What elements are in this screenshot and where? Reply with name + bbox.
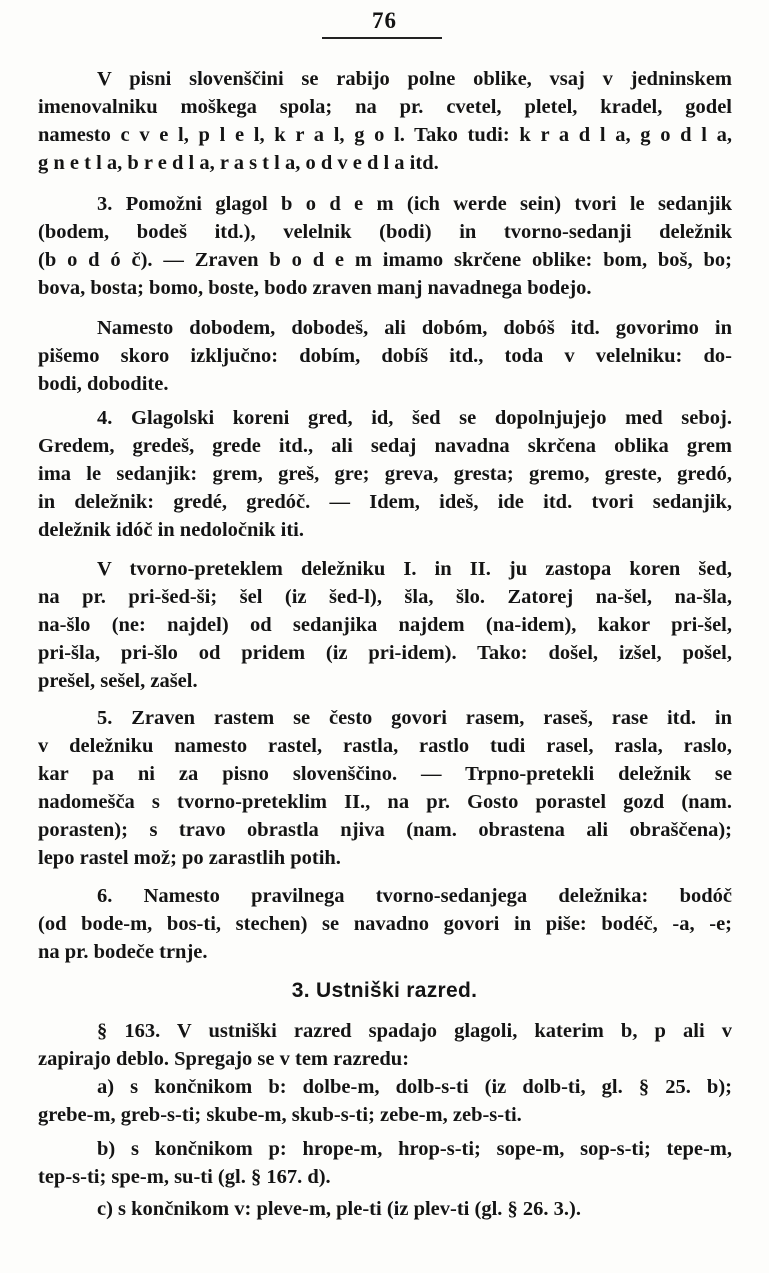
text-line: namesto c v e l, p l e l, k r a l, g o l. Tako tudi: k r a d l a, g o d l a, <box>38 124 732 146</box>
text-line: prešel, sešel, zašel. <box>38 670 198 692</box>
text-line: b) s končnikom p: hrope-m, hrop-s-ti; sope-m, sop-s-ti; tepe-m, <box>97 1138 732 1160</box>
section-heading: 3. Ustniški razred. <box>291 979 478 1002</box>
text-line: 3. Pomožni glagol b o d e m (ich werde sein) tvori le sedanjik <box>97 193 732 215</box>
text-line: g n e t l a, b r e d l a, r a s t l a, o d v e d l a itd. <box>38 152 439 174</box>
text-line: v deležniku namesto rastel, rastla, rastlo tudi rasel, rasla, raslo, <box>38 735 732 757</box>
text-line: lepo rastel mož; po zarastlih potih. <box>38 847 341 869</box>
text-line: grebe-m, greb-s-ti; skube-m, skub-s-ti; zebe-m, zeb-s-ti. <box>38 1104 522 1126</box>
text-line: 6. Namesto pravilnega tvorno-sedanjega deležnika: bodóč <box>97 885 732 907</box>
text-line: Gredem, gredeš, grede itd., ali sedaj navadna skrčena oblika grem <box>38 435 732 457</box>
text-line: na pr. pri-šed-ši; šel (iz šed-l), šla, šlo. Zatorej na-šel, na-šla, <box>38 586 732 608</box>
text-line: (bodem, bodeš itd.), velelnik (bodi) in tvorno-sedanji deležnik <box>38 221 732 243</box>
text-line: na pr. bodeče trnje. <box>38 941 208 963</box>
page-number: 76 <box>372 8 397 33</box>
text-line: in deležnik: gredé, gredóč. — Idem, ideš, ide itd. tvori sedanjik, <box>38 491 732 513</box>
text-line: imenovalniku moškega spola; na pr. cvetel, pletel, kradel, godel <box>38 96 732 118</box>
text-line: bodi, dobodite. <box>38 373 169 395</box>
text-line: pri-šla, pri-šlo od pridem (iz pri-idem). Tako: došel, izšel, pošel, <box>38 642 732 664</box>
text-line: 4. Glagolski koreni gred, id, šed se dopolnjujejo med seboj. <box>97 407 732 429</box>
text-line: ima le sedanjik: grem, greš, gre; greva, gresta; gremo, greste, gredó, <box>38 463 732 485</box>
text-line: 5. Zraven rastem se često govori rasem, raseš, rase itd. in <box>97 707 732 729</box>
text-line: kar pa ni za pisno slovenščino. — Trpno-pretekli deležnik se <box>38 763 732 785</box>
text-line: (od bode-m, bos-ti, stechen) se navadno govori in piše: bodéč, -a, -e; <box>38 913 732 935</box>
text-line: § 163. V ustniški razred spadajo glagoli, katerim b, p ali v <box>97 1020 732 1042</box>
text-line: c) s končnikom v: pleve-m, ple-ti (iz plev-ti (gl. § 26. 3.). <box>97 1198 581 1220</box>
text-line: deležnik idóč in nedoločnik iti. <box>38 519 304 541</box>
text-line: V pisni slovenščini se rabijo polne oblike, vsaj v jedninskem <box>97 68 732 90</box>
text-line: porasten); s travo obrastla njiva (nam. obrastena ali obraščena); <box>38 819 732 841</box>
text-line: nadomešča s tvorno-preteklim II., na pr. Gosto porastel gozd (nam. <box>38 791 732 813</box>
text-line: (b o d ó č). — Zraven b o d e m imamo skrčene oblike: bom, boš, bo; <box>38 249 732 271</box>
text-line: Namesto dobodem, dobodeš, ali dobóm, dobóš itd. govorimo in <box>97 317 732 339</box>
text-line: na-šlo (ne: najdel) od sedanjika najdem (na-idem), kakor pri-šel, <box>38 614 732 636</box>
text-line: V tvorno-preteklem deležniku I. in II. ju zastopa koren šed, <box>97 558 732 580</box>
text-line: a) s končnikom b: dolbe-m, dolb-s-ti (iz dolb-ti, gl. § 25. b); <box>97 1076 732 1098</box>
text-line: tep-s-ti; spe-m, su-ti (gl. § 167. d). <box>38 1166 331 1188</box>
text-line: pišemo skoro izključno: dobím, dobíš itd., toda v velelniku: do- <box>38 345 732 367</box>
header-rule <box>322 37 442 39</box>
text-line: bova, bosta; bomo, boste, bodo zraven manj navadnega bodejo. <box>38 277 592 299</box>
text-line: zapirajo deblo. Spregajo se v tem razredu: <box>38 1048 410 1070</box>
